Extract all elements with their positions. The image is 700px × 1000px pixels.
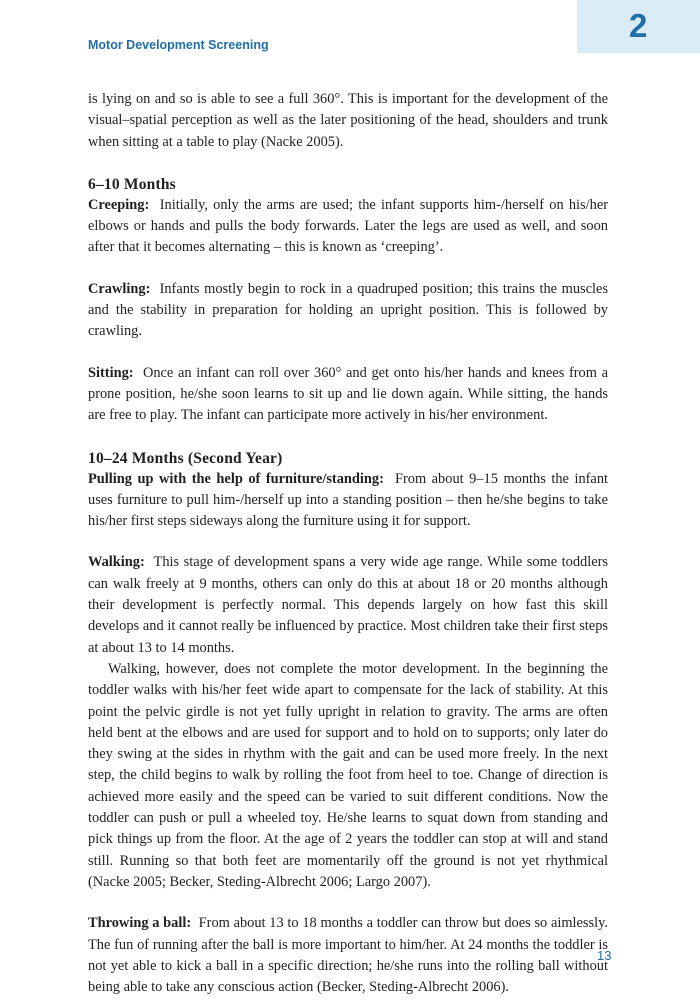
page-number: 13 — [597, 948, 612, 963]
text-sitting: Once an infant can roll over 360° and get onto his/her hands and knees from a prone position, he/she soon learns to sit up and lie down again. While sitting, the hands are free to play. The infant can participate more actively in his/her environment. — [88, 364, 608, 424]
term-walking: Walking: — [88, 554, 145, 571]
term-crawling: Crawling: — [88, 280, 151, 297]
paragraph-sitting — [88, 363, 608, 427]
text-creeping: Initially, only the arms are used; the infant supports him-/herself on his/her elbows or hands and pulls the body forwards. Later the legs are used as well, and soon after that it becomes alternating – this is known as ‘creeping’. — [88, 196, 608, 256]
section-heading-6-10-months: 6–10 Months — [88, 175, 176, 193]
section-heading-10-24-months: 10–24 Months (Second Year) — [88, 449, 283, 467]
paragraph-walking — [88, 552, 608, 658]
term-creeping: Creeping: — [88, 196, 150, 213]
text-walking: This stage of development spans a very wide age range. While some toddlers can walk freely at 9 months, others can only do this at about 18 or 20 months although their development is perfectly normal. This depends largely on how fast this skill develops and it cannot really be influenced by practice. Most children take their first steps at about 13 to 14 months. — [88, 554, 608, 656]
paragraph-crawling — [88, 279, 608, 343]
paragraph-walking-continued: Walking, however, does not complete the motor development. In the beginning the toddler walks with his/her feet wide apart to compensate for the lack of stability. At this point the pelvic girdle is not yet fully upright in relation to gravity. The arms are often held bent at the elbows and are used for support and to hold on to supports; only later do they swing at the sides in rhythm with the gait and can be used more freely. In the next step, the child begins to walk by rolling the foot from heel to toe. Change of direction is achieved more easily and the speed can be varied to suit different conditions. Now the toddler can push or pull a wheeled toy. He/she learns to squat down from standing and pick things up from the floor. At the age of 2 years the toddler can stop at will and stand still. Running so that both feet are momentarily off the ground is not yet rhythmical (Nacke 2005; Becker, Steding-Albrecht 2006; Largo 2007). — [88, 660, 608, 890]
page-body — [88, 89, 608, 998]
paragraph-creeping — [88, 195, 608, 259]
running-header: Motor Development Screening — [88, 38, 269, 52]
term-sitting: Sitting: — [88, 364, 134, 381]
text-throwing: From about 13 to 18 months a toddler can throw but does so aimlessly. The fun of running after the ball is more important to him/her. At 24 months the toddler is not yet able to kick a ball in a specific direction; he/she runs into the rolling ball without being able to take any conscious action (Becker, Steding-Albrecht 2006). — [88, 915, 608, 996]
paragraph-throwing — [88, 913, 608, 998]
term-pulling-up: Pulling up with the help of furniture/standing: — [88, 470, 384, 487]
text-crawling: Infants mostly begin to rock in a quadruped position; this trains the muscles and the stability in preparation for holding an upright position. This is followed by crawling. — [88, 280, 608, 340]
term-throwing: Throwing a ball: — [88, 915, 192, 932]
intro-paragraph: is lying on and so is able to see a full 360°. This is important for the development of the visual–spatial perception as well as the later positioning of the head, shoulders and trunk when sitting at a table to play (Nacke 2005). — [88, 91, 608, 150]
paragraph-pulling-up — [88, 469, 608, 533]
chapter-number: 2 — [629, 7, 648, 44]
text-pulling-up: From about 9–15 months the infant uses furniture to pull him-/herself up into a standing position – then he/she begins to take his/her first steps sideways along the furniture using it for support. — [88, 470, 609, 530]
